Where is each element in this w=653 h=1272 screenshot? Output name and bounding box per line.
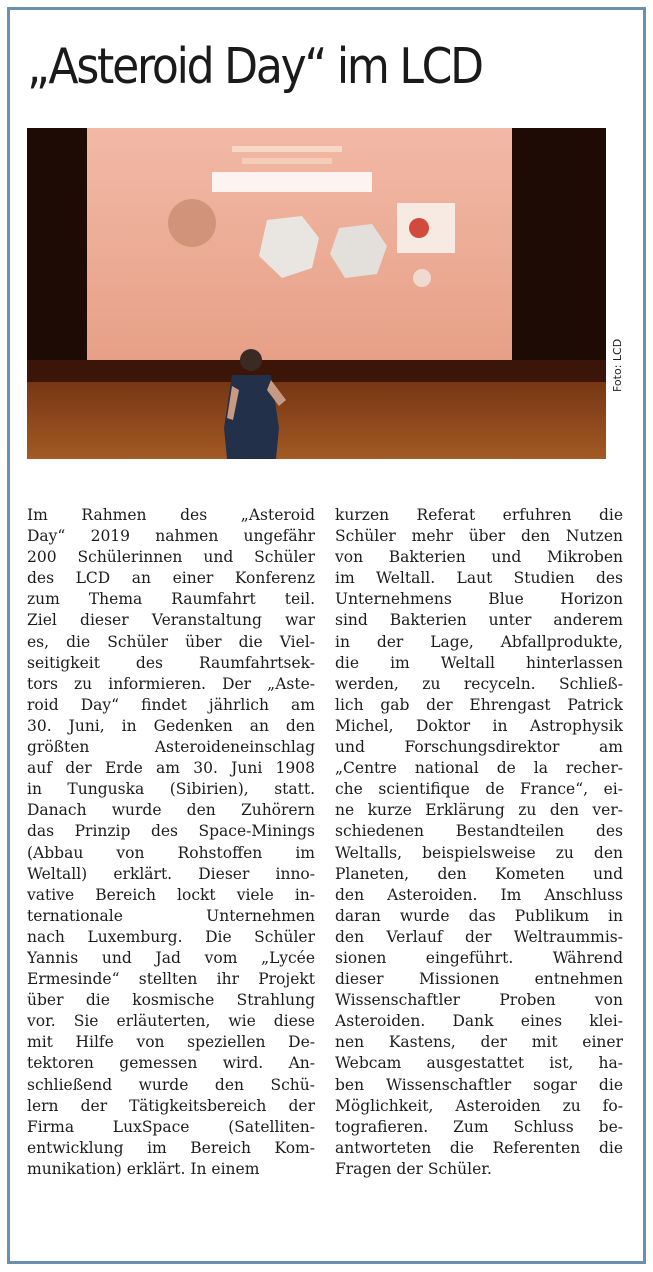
body-text-line: den Verlauf der Weltraummis-	[335, 927, 623, 946]
body-text-line: zum Thema Raumfahrt teil.	[27, 590, 315, 609]
body-text-line: tors zu informieren. Der „Aste-	[27, 674, 315, 693]
body-text-line: das Prinzip des Space-Minings	[27, 822, 315, 841]
body-text-line: schließend wurde den Schü-	[27, 1075, 315, 1094]
body-text-line: tografieren. Zum Schluss be-	[335, 1117, 623, 1136]
body-text-line: (Abbau von Rohstoffen im	[27, 843, 315, 862]
body-text-line: entwicklung im Bereich Kom-	[27, 1138, 315, 1157]
body-text-line: die im Weltall hinterlassen	[335, 653, 623, 672]
body-text-line: ben Wissenschaftler sogar die	[335, 1075, 623, 1094]
body-text-line: des LCD an einer Konferenz	[27, 569, 315, 588]
body-text-line: che scientifique de France“, ei-	[335, 780, 623, 799]
body-text-line: und Forschungsdirektor am	[335, 738, 623, 757]
body-text-line: Webcam ausgestattet ist, ha-	[335, 1054, 623, 1073]
body-text-line: roid Day“ findet jährlich am	[27, 695, 315, 714]
body-text-line: Fragen der Schüler.	[335, 1159, 492, 1178]
body-text-line: Michel, Doktor in Astrophysik	[335, 716, 623, 735]
body-text-line: über die kosmische Strahlung	[27, 991, 315, 1010]
body-text-line: munikation) erklärt. In einem	[27, 1159, 260, 1178]
body-text-line: sind Bakterien unter anderem	[335, 611, 623, 630]
body-text-line: tektoren gemessen wird. An-	[27, 1054, 315, 1073]
body-text-line: ternationale Unternehmen	[27, 906, 315, 925]
article-body-right-column	[335, 505, 623, 1180]
body-text-line: „Centre national de la recher-	[335, 759, 623, 778]
body-text-line: 30. Juni, in Gedenken an den	[27, 716, 315, 735]
body-text-line: von Bakterien und Mikroben	[335, 548, 623, 567]
body-text-line: es, die Schüler über die Viel-	[27, 632, 315, 651]
body-text-line: den Asteroiden. Im Anschluss	[335, 885, 623, 904]
body-text-line: nach Luxemburg. Die Schüler	[27, 927, 315, 946]
body-text-line: Ziel dieser Veranstaltung war	[27, 611, 315, 630]
body-text-line: Weltalls, beispielsweise zu den	[335, 843, 623, 862]
body-text-line: nen Kastens, der mit einer	[335, 1033, 623, 1052]
body-text-line: 200 Schülerinnen und Schüler	[27, 548, 315, 567]
body-text-line: im Weltall. Laut Studien des	[335, 569, 623, 588]
body-text-line: mit Hilfe von speziellen De-	[27, 1033, 315, 1052]
body-text-line: schiedenen Bestandteilen des	[335, 822, 623, 841]
article-photo	[27, 128, 606, 459]
body-text-line: größten Asteroideneinschlag	[27, 738, 315, 757]
body-text-line: sionen eingeführt. Während	[335, 948, 623, 967]
body-text-line: Asteroiden. Dank eines klei-	[335, 1012, 623, 1031]
body-text-line: in Tunguska (Sibirien), statt.	[27, 780, 315, 799]
body-text-line: antworteten die Referenten die	[335, 1138, 623, 1157]
body-text-line: Schüler mehr über den Nutzen	[335, 527, 623, 546]
article-headline: „Asteroid Day“ im LCD	[27, 38, 482, 95]
body-text-line: lern der Tätigkeitsbereich der	[27, 1096, 315, 1115]
body-text-line: Danach wurde den Zuhörern	[27, 801, 315, 820]
body-text-line: dieser Missionen entnehmen	[335, 970, 623, 989]
body-text-line: vative Bereich lockt viele in-	[27, 885, 315, 904]
body-text-line: in der Lage, Abfallprodukte,	[335, 632, 623, 651]
body-text-line: Im Rahmen des „Asteroid	[27, 506, 315, 524]
body-text-line: ne kurze Erklärung zu den ver-	[335, 801, 623, 820]
article-body-left-column	[27, 505, 315, 1180]
body-text-line: Ermesinde“ stellten ihr Projekt	[27, 970, 315, 989]
body-text-line: daran wurde das Publikum in	[335, 906, 623, 925]
body-text-line: Weltall) erklärt. Dieser inno-	[27, 864, 315, 883]
body-text-line: seitigkeit des Raumfahrtsek-	[27, 653, 315, 672]
body-text-line: lich gab der Ehrengast Patrick	[335, 695, 623, 714]
body-text-line: Planeten, den Kometen und	[335, 864, 623, 883]
body-text-line: auf der Erde am 30. Juni 1908	[27, 759, 315, 778]
body-text-line: Firma LuxSpace (Satelliten-	[27, 1117, 315, 1136]
body-text-line: Unternehmens Blue Horizon	[335, 590, 623, 609]
body-text-line: kurzen Referat erfuhren die	[335, 506, 623, 524]
body-text-line: Wissenschaftler Proben von	[335, 991, 623, 1010]
body-text-line: Yannis und Jad vom „Lycée	[27, 948, 315, 967]
presentation-photo-illustration	[27, 128, 606, 459]
body-text-line: Day“ 2019 nahmen ungefähr	[27, 527, 315, 546]
body-text-line: vor. Sie erläuterten, wie diese	[27, 1012, 315, 1031]
body-text-line: werden, zu recyceln. Schließ-	[335, 674, 623, 693]
body-text-line: Möglichkeit, Asteroiden zu fo-	[335, 1096, 623, 1115]
photo-credit: Foto: LCD	[611, 338, 624, 392]
